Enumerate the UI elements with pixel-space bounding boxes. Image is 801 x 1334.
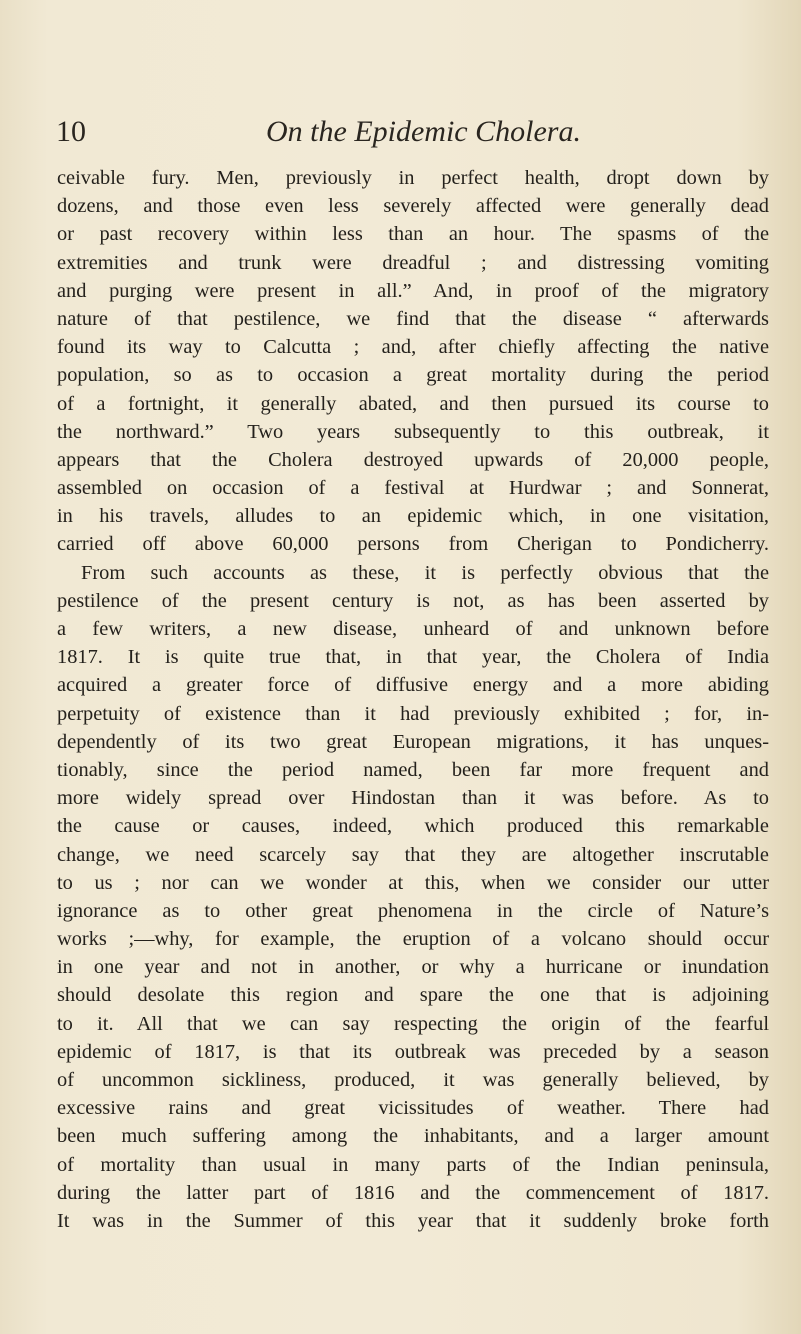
text-line: ignorance as to other great phenomena in the circle of Nature’s <box>57 899 769 922</box>
text-line: to us ; nor can we wonder at this, when we consider our utter <box>57 871 769 894</box>
text-line: excessive rains and great vicissitudes of weather. There had <box>57 1097 769 1120</box>
text-line: the cause or causes, indeed, which produced this remarkable <box>57 815 769 838</box>
text-line: tionably, since the period named, been far more frequent and <box>57 758 769 781</box>
text-line: during the latter part of 1816 and the commencement of 1817. <box>57 1181 769 1204</box>
text-line: works ;—why, for example, the eruption of a volcano should occur <box>57 928 769 951</box>
text-line: to it. All that we can say respecting the origin of the fearful <box>57 1012 769 1035</box>
text-line: perpetuity of existence than it had previously exhibited ; for, in- <box>57 702 769 725</box>
text-line: of uncommon sickliness, produced, it was generally believed, by <box>57 1069 769 1091</box>
text-line: change, we need scarcely say that they are altogether inscrutable <box>57 843 769 866</box>
text-line: dependently of its two great European migrations, it has unques- <box>57 730 769 753</box>
text-line: in one year and not in another, or why a hurricane or inundation <box>57 956 769 979</box>
text-line: carried off above 60,000 persons from Cherigan to Pondicherry. <box>57 533 769 556</box>
text-line: pestilence of the present century is not, as has been asserted by <box>57 589 769 612</box>
text-line: found its way to Calcutta ; and, after chiefly affecting the native <box>57 336 769 359</box>
text-line: a few writers, a new disease, unheard of and unknown before <box>57 618 769 640</box>
text-line: in his travels, alludes to an epidemic which, in one visitation, <box>57 505 769 528</box>
text-line: the northward.” Two years subsequently to this outbreak, it <box>57 420 769 443</box>
text-line: been much suffering among the inhabitants, and a larger amount <box>57 1125 769 1148</box>
text-line: ceivable fury. Men, previously in perfect health, dropt down by <box>57 167 769 189</box>
text-line: more widely spread over Hindostan than it was before. As to <box>57 787 769 810</box>
text-line: population, so as to occasion a great mortality during the period <box>57 364 769 387</box>
text-line: assembled on occasion of a festival at Hurdwar ; and Sonnerat, <box>57 477 769 500</box>
page-header <box>56 112 756 152</box>
running-title: On the Epidemic Cholera. <box>266 115 581 148</box>
body-text <box>57 164 769 1235</box>
page-number: 10 <box>56 115 86 148</box>
text-line: appears that the Cholera destroyed upwards of 20,000 people, <box>57 448 769 471</box>
text-line: and purging were present in all.” And, in proof of the migratory <box>57 279 769 302</box>
text-line: 1817. It is quite true that, in that year, the Cholera of India <box>57 646 769 669</box>
text-line: should desolate this region and spare the one that is adjoining <box>57 984 769 1007</box>
text-line: of mortality than usual in many parts of the Indian peninsula, <box>57 1153 769 1176</box>
text-line: It was in the Summer of this year that it suddenly broke forth <box>57 1209 769 1232</box>
text-line: acquired a greater force of diffusive energy and a more abiding <box>57 674 769 697</box>
text-line: nature of that pestilence, we find that the disease “ afterwards <box>57 307 769 330</box>
text-line: extremities and trunk were dreadful ; and distressing vomiting <box>57 251 769 274</box>
text-line: of a fortnight, it generally abated, and then pursued its course to <box>57 392 769 415</box>
text-line: dozens, and those even less severely affected were generally dead <box>57 195 769 218</box>
text-line: or past recovery within less than an hour. The spasms of the <box>57 223 769 246</box>
text-line: epidemic of 1817, is that its outbreak was preceded by a season <box>57 1040 769 1063</box>
text-line: From such accounts as these, it is perfectly obvious that the <box>81 561 769 584</box>
